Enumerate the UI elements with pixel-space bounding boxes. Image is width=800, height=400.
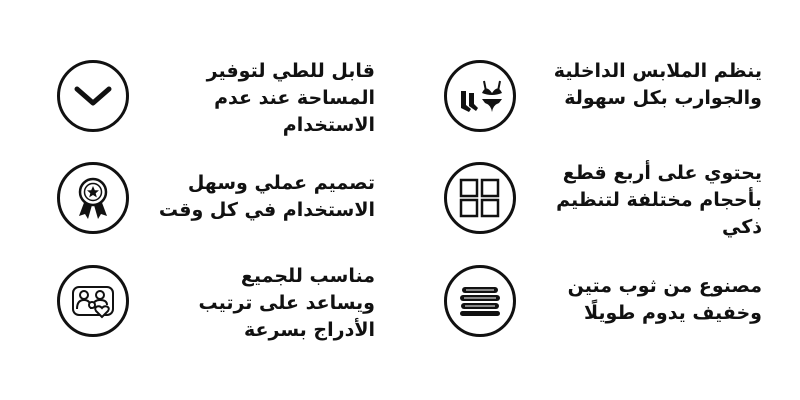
feature-line: قابل للطي لتوفير (206, 60, 375, 82)
family-icon (57, 265, 129, 337)
feature-line: مناسب للجميع (240, 265, 375, 287)
feature-organizes-underwear (444, 60, 784, 150)
feature-line: الاستخدام في كل وقت (158, 199, 375, 221)
feature-line: الأدراج بسرعة (244, 319, 375, 341)
feature-text (145, 58, 375, 139)
feature-four-pieces (444, 162, 784, 252)
feature-durable-fabric (444, 265, 784, 355)
feature-text (532, 273, 762, 327)
feature-line: والجوارب بكل سهولة (564, 87, 762, 109)
feature-line: الاستخدام (282, 114, 375, 136)
feature-line: ينظم الملابس الداخلية (553, 60, 762, 82)
feature-line: بأحجام مختلفة لتنظيم (556, 189, 762, 211)
feature-line: وخفيف يدوم طويلًا (583, 302, 762, 324)
feature-text (532, 58, 762, 112)
feature-foldable (57, 60, 397, 150)
fabric-stack-icon (444, 265, 516, 337)
feature-line: مصنوع من ثوب متين (567, 275, 762, 297)
underwear-icon (444, 60, 516, 132)
feature-practical-design (57, 162, 397, 252)
compartments-icon (444, 162, 516, 234)
chevron-down-icon (57, 60, 129, 132)
award-badge-icon (57, 162, 129, 234)
feature-line: تصميم عملي وسهل (187, 172, 375, 194)
feature-text (532, 160, 762, 241)
feature-line: ويساعد على ترتيب (198, 292, 375, 314)
feature-line: يحتوي على أربع قطع (562, 162, 762, 184)
feature-line: ذكي (721, 216, 762, 238)
feature-text (145, 263, 375, 344)
feature-suitable-for-all (57, 265, 397, 355)
feature-line: المساحة عند عدم (214, 87, 375, 109)
feature-text (145, 170, 375, 224)
